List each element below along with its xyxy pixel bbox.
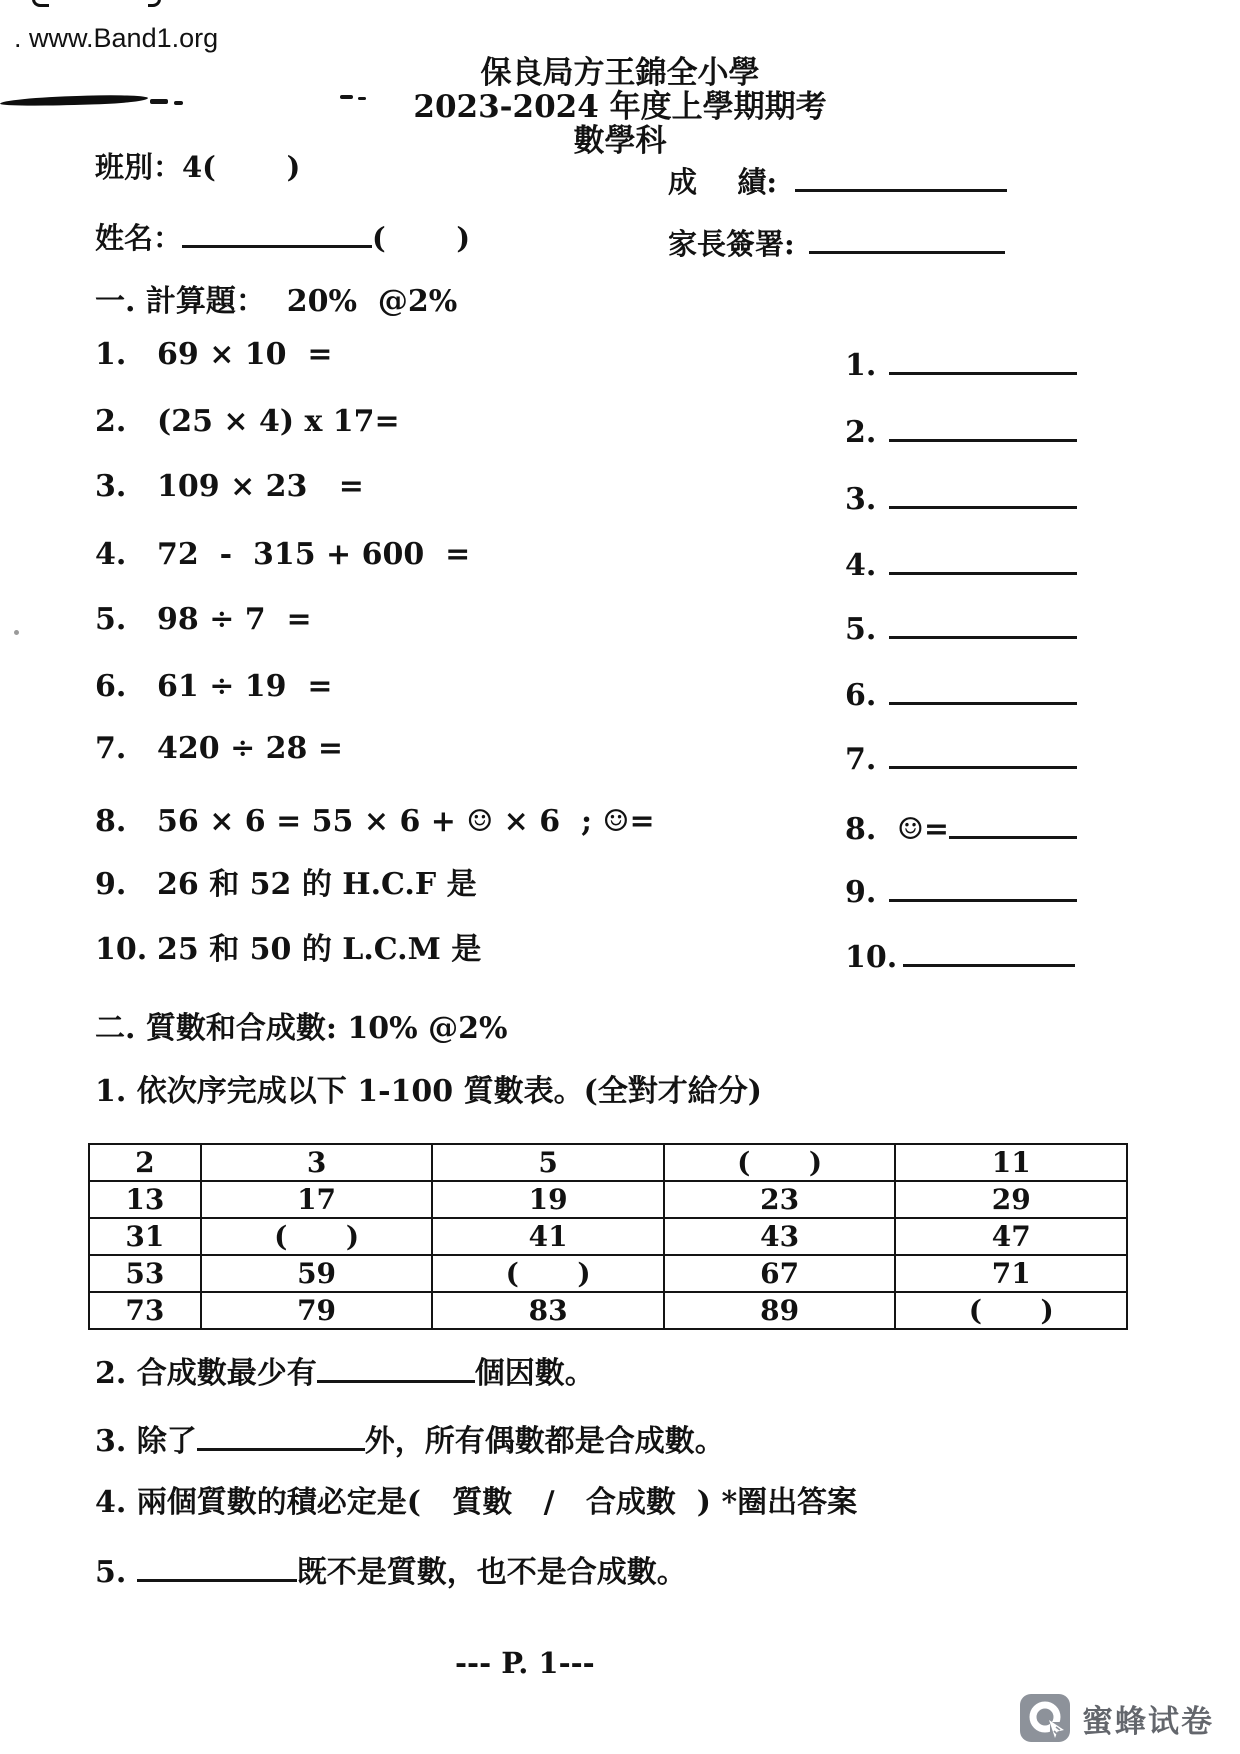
question-text: (25 × 4) x 17= — [157, 404, 400, 439]
question-text: 2. 合成數最少有 — [95, 1356, 317, 1391]
section2-q4: 4. 兩個質數的積必定是( 質數 / 合成數 ) *圈出答案 — [95, 1485, 858, 1520]
question-number: 3. — [95, 469, 127, 504]
answer-blank-line — [949, 806, 1077, 839]
answer-row-6 — [845, 672, 1077, 712]
section1-title: 一. 計算題： 20% @2% — [95, 284, 458, 319]
table-cell: 43 — [664, 1218, 896, 1255]
answer-number: 4. — [845, 548, 877, 583]
scan-artifact — [32, 0, 49, 7]
question-9 — [95, 868, 477, 901]
answer-blank-line — [889, 869, 1077, 902]
parent-sign-blank-line — [809, 222, 1005, 254]
table-cell: 47 — [895, 1218, 1127, 1255]
question-2 — [95, 405, 400, 438]
fill-blank-line — [317, 1350, 475, 1383]
question-5 — [95, 603, 312, 636]
answer-number: 7. — [845, 742, 877, 777]
table-row — [89, 1144, 1127, 1181]
answer-number: 1. — [845, 348, 877, 383]
parent-sign-field — [668, 222, 1005, 261]
table-cell: 29 — [895, 1181, 1127, 1218]
question-text: 61 ÷ 19 = — [157, 669, 333, 704]
scan-artifact — [148, 0, 161, 7]
question-text: 3. 除了 — [95, 1424, 197, 1459]
answer-blank-line — [889, 342, 1077, 375]
question-number: 7. — [95, 731, 127, 766]
watermark-text: www.Band1.org — [29, 23, 219, 53]
watermark — [14, 24, 218, 54]
answer-row-10 — [845, 934, 1075, 974]
question-text: 56 × 6 = 55 × 6 + ☺ × 6 ; ☺= — [157, 804, 655, 839]
answer-blank-line — [889, 672, 1077, 705]
answer-number: 9. — [845, 875, 877, 910]
school-title: 保良局方王錦全小學 — [480, 55, 760, 91]
name-bracket: ( ) — [372, 221, 471, 255]
score-blank-line — [795, 160, 1007, 192]
answer-row-1 — [845, 342, 1077, 382]
question-text: 69 × 10 = — [157, 337, 333, 372]
name-label: 姓名： — [95, 221, 183, 255]
question-1 — [95, 338, 333, 371]
smiley-icon: ☺= — [897, 812, 950, 847]
question-number: 8. — [95, 804, 127, 839]
question-text: 既不是質數，也不是合成數。 — [296, 1555, 687, 1590]
question-3 — [95, 470, 364, 503]
section2-q2 — [95, 1350, 595, 1390]
question-text: 72 - 315 + 600 = — [157, 537, 471, 572]
question-7 — [95, 732, 343, 765]
table-cell: 5 — [432, 1144, 664, 1181]
question-number: 1. — [95, 337, 127, 372]
name-blank-line — [182, 216, 372, 248]
answer-row-7 — [845, 736, 1077, 776]
answer-row-9 — [845, 869, 1077, 909]
class-field — [95, 152, 300, 184]
table-cell: 59 — [201, 1255, 433, 1292]
answer-row-3 — [845, 476, 1077, 516]
table-cell: 31 — [89, 1218, 201, 1255]
answer-number: 8. — [845, 812, 877, 847]
answer-number: 10. — [845, 940, 898, 975]
question-number: 2. — [95, 404, 127, 439]
table-cell: 67 — [664, 1255, 896, 1292]
question-text: 109 × 23 = — [157, 469, 364, 504]
score-label: 成 績: — [668, 165, 778, 199]
question-number: 6. — [95, 669, 127, 704]
question-text: 外，所有偶數都是合成數。 — [364, 1424, 725, 1459]
question-number: 9. — [95, 867, 127, 902]
name-field — [95, 216, 470, 255]
section2-title: 二. 質數和合成數: 10% @2% — [95, 1011, 508, 1046]
answer-number: 3. — [845, 482, 877, 517]
footer-page-number: --- P. 1--- — [455, 1646, 595, 1680]
section2-q1: 1. 依次序完成以下 1-100 質數表。(全對才給分) — [95, 1074, 762, 1109]
parent-sign-label: 家長簽署: — [668, 227, 795, 261]
table-cell: 17 — [201, 1181, 433, 1218]
prime-number-table — [88, 1143, 1128, 1330]
table-cell: 23 — [664, 1181, 896, 1218]
answer-number: 5. — [845, 612, 877, 647]
bee-exam-logo-icon — [1020, 1694, 1070, 1742]
table-cell: 19 — [432, 1181, 664, 1218]
table-cell: 53 — [89, 1255, 201, 1292]
subject-title: 數學科 — [573, 123, 667, 159]
table-cell-blank: ( ) — [201, 1218, 433, 1255]
table-cell-blank: ( ) — [895, 1292, 1127, 1329]
table-cell-blank: ( ) — [664, 1144, 896, 1181]
table-cell: 11 — [895, 1144, 1127, 1181]
table-row — [89, 1181, 1127, 1218]
class-label: 班別：4( ) — [95, 150, 301, 184]
table-cell: 41 — [432, 1218, 664, 1255]
exam-title: 2023-2024 年度上學期期考 — [413, 89, 827, 125]
score-field — [668, 160, 1007, 199]
watermark-dot: . — [14, 23, 30, 53]
question-8 — [95, 805, 655, 838]
answer-blank-line — [903, 934, 1075, 967]
table-cell: 13 — [89, 1181, 201, 1218]
brand-logo — [1020, 1694, 1214, 1742]
fill-blank-line — [137, 1549, 297, 1582]
table-cell: 2 — [89, 1144, 201, 1181]
question-text: 26 和 52 的 H.C.F 是 — [157, 867, 477, 902]
scan-artifact — [14, 630, 19, 635]
answer-row-4 — [845, 542, 1077, 582]
answer-row-5 — [845, 606, 1077, 646]
question-text: 25 和 50 的 L.C.M 是 — [157, 932, 482, 967]
answer-blank-line — [889, 542, 1077, 575]
question-text: 5. — [95, 1555, 137, 1590]
answer-blank-line — [889, 736, 1077, 769]
question-number: 4. — [95, 537, 127, 572]
table-row — [89, 1255, 1127, 1292]
question-text: 420 ÷ 28 = — [157, 731, 343, 766]
table-cell: 83 — [432, 1292, 664, 1329]
table-cell: 73 — [89, 1292, 201, 1329]
section2-q3 — [95, 1418, 725, 1458]
table-cell: 79 — [201, 1292, 433, 1329]
question-number: 10. — [95, 932, 148, 967]
table-row — [89, 1292, 1127, 1329]
question-4 — [95, 538, 470, 571]
answer-row-2 — [845, 409, 1077, 449]
answer-blank-line — [889, 476, 1077, 509]
answer-blank-line — [889, 606, 1077, 639]
table-cell: 3 — [201, 1144, 433, 1181]
brand-logo-text: 蜜蜂试卷 — [1082, 1703, 1214, 1739]
answer-number: 6. — [845, 678, 877, 713]
question-text: 98 ÷ 7 = — [157, 602, 312, 637]
table-cell: 89 — [664, 1292, 896, 1329]
answer-row-8 — [845, 806, 1077, 846]
table-row — [89, 1218, 1127, 1255]
question-text: 個因數。 — [474, 1356, 595, 1391]
answer-number: 2. — [845, 415, 877, 450]
question-6 — [95, 670, 333, 703]
answer-blank-line — [889, 409, 1077, 442]
fill-blank-line — [197, 1418, 365, 1451]
question-10 — [95, 933, 481, 966]
section2-q5 — [95, 1549, 687, 1589]
question-number: 5. — [95, 602, 127, 637]
table-cell-blank: ( ) — [432, 1255, 664, 1292]
table-cell: 71 — [895, 1255, 1127, 1292]
